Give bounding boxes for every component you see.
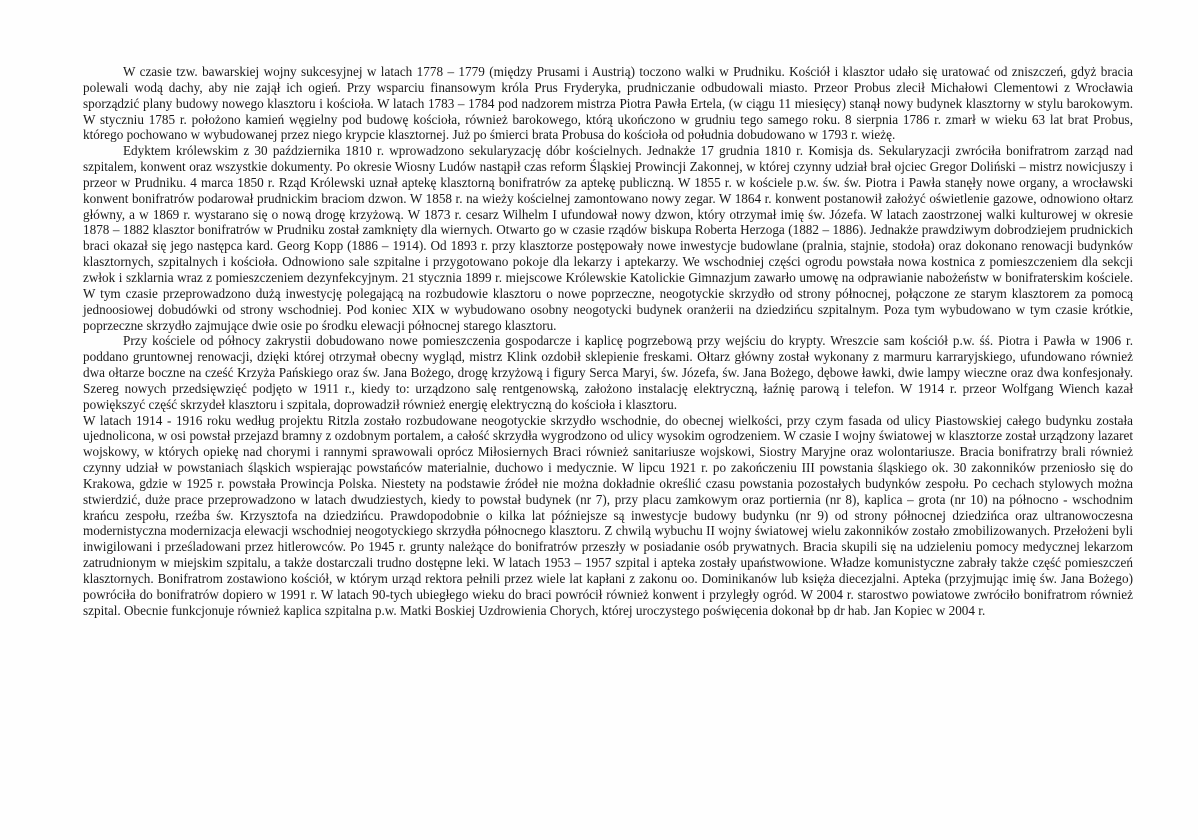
paragraph-secularization: Edyktem królewskim z 30 października 1810 r. wprowadzono sekularyzację dóbr kościelnych. Jednakże 17 grudnia 1810 r. Komisja ds. Sekularyzacji zwróciła bonifratrom zarząd nad szpitalem, konwent oraz wszystkie dokumenty. Po okresie Wiosny Ludów nastąpił czas reform Śląskiej Prowincji Zakonnej, w której czynny udział brał ojciec Gregor Doliński – mistrz nowicjuszy i przeor w Prudniku. 4 marca 1850 r. Rząd Królewski uznał aptekę klasztorną bonifratrów za aptekę publiczną. W 1855 r. w kościele p.w. św. św. Piotra i Pawła stanęły nowe organy, a wrocławski konwent bonifratrów podarował prudnickim braciom dzwon. W 1858 r. na wieży kościelnej zamontowano nowy zegar. W 1864 r. konwent postanowił założyć oświetlenie gazowe, odnowiono ołtarz główny, a w 1869 r. wystarano się o nową drogę krzyżową. W 1873 r. cesarz Wilhelm I ufundował nowy dzwon, który otrzymał imię św. Józefa. W latach zaostrzonej walki kulturowej w okresie 1878 – 1882 klasztor bonifratrów w Prudniku został zamknięty dla wiernych. Otwarto go w czasie rządów biskupa Roberta Herzoga (1882 – 1886). Jednakże prawdziwym dobrodziejem prudnickich braci okazał się jego następca kard. Georg Kopp (1886 – 1914). Od 1893 r. przy klasztorze postępowały nowe inwestycje budowlane (pralnia, stajnie, stodoła) oraz dokonano renowacji budynków klasztornych, szpitalnych i kościoła. Odnowiono sale szpitalne i przygotowano pokoje dla lekarzy i aptekarzy. We wschodniej części ogrodu powstała nowa kostnica z pomieszczeniem dla sekcji zwłok i szklarnia wraz z pomieszczeniem dezynfekcyjnym. 21 stycznia 1899 r. miejscowe Królewskie Katolickie Gimnazjum zawarło umowę na odprawianie nabożeństw w bonifraterskim kościele. W tym czasie przeprowadzono dużą inwestycję polegającą na rozbudowie klasztoru o nowe poprzeczne, neogotyckie skrzydło od strony północnej, połączone ze starym klasztorem za pomocą jednoosiowej dobudówki od strony wschodniej. Pod koniec XIX w wybudowano osobny neogotycki budynek oranżerii na dziedzińcu szpitalnym. Poza tym wybudowano w tym czasie krótkie, poprzeczne skrzydło zajmujące dwie osie po środku elewacji północnej starego klasztoru.: [83, 143, 1133, 333]
document-body: [83, 64, 1133, 619]
paragraph-bavarian-war: W czasie tzw. bawarskiej wojny sukcesyjnej w latach 1778 – 1779 (między Prusami i Austrią) toczono walki w Prudniku. Kościół i klasztor udało się uratować od zniszczeń, gdyż bracia polewali wodą dachy, aby nie zajął ich ogień. Przy wsparciu finansowym króla Prus Fryderyka, prudniczanie odbudowali miasto. Przeor Probus zlecił Michałowi Clementowi z Wrocławia sporządzić plany budowy nowego klasztoru i kościoła. W latach 1783 – 1784 pod nadzorem mistrza Piotra Pawła Ertela, (w ciągu 11 miesięcy) stanął nowy budynek klasztorny w stylu barokowym. W styczniu 1785 r. położono kamień węgielny pod budowę kościoła, również barokowego, którą ukończono w grudniu tego samego roku. 8 sierpnia 1786 r. zmarł w wieku 63 lat brat Probus, którego pochowano w wybudowanej przez niego krypcie klasztornej. Już po śmierci brata Probusa do kościoła od południa dobudowano w 1793 r. wieżę.: [83, 64, 1133, 143]
paragraph-church-renovation: Przy kościele od północy zakrystii dobudowano nowe pomieszczenia gospodarcze i kaplicę pogrzebową przy wejściu do krypty. Wreszcie sam kościół p.w. śś. Piotra i Pawła w 1906 r. poddano gruntownej renowacji, dzięki której otrzymał obecny wygląd, mistrz Klink ozdobił sklepienie freskami. Ołtarz główny został wykonany z marmuru karraryjskiego, ufundowano również dwa ołtarze boczne na cześć Krzyża Pańskiego oraz św. Jana Bożego, drogę krzyżową i figury Serca Maryi, św. Józefa, św. Jana Bożego, dębowe ławki, dwie lampy wieczne oraz dwa konfesjonały. Szereg nowych przedsięwzięć podjęto w 1911 r., kiedy to: urządzono salę rentgenowską, założono instalację elektryczną, łaźnię parową i telefon. W 1914 r. przeor Wolfgang Wiench kazał powiększyć część skrzydeł klasztoru i szpitala, doprowadził również energię elektryczną do kościoła i klasztoru.: [83, 333, 1133, 412]
paragraph-twentieth-century: W latach 1914 - 1916 roku według projektu Ritzla zostało rozbudowane neogotyckie skrzydło wschodnie, do obecnej wielkości, przy czym fasada od ulicy Piastowskiej całego budynku została ujednolicona, w osi powstał przejazd bramny z ozdobnym portalem, a całość skrzydła wygrodzono od ulicy wysokim ogrodzeniem. W czasie I wojny światowej w klasztorze został urządzony lazaret wojskowy, w których opiekę nad chorymi i rannymi sprawowali oprócz Miłosiernych Braci również sanitariusze wojskowi, Siostry Maryjne oraz wolontariusze. Bracia bonifratrzy brali również czynny udział w powstaniach śląskich wspierając powstańców materialnie, duchowo i medycznie. W lipcu 1921 r. po zakończeniu III powstania śląskiego ok. 30 zakonników przeniosło się do Krakowa, gdzie w 1925 r. powstała Prowincja Polska. Niestety na podstawie źródeł nie można dokładnie określić czasu powstania pozostałych budynków zespołu. Po cechach stylowych można stwierdzić, duże prace przeprowadzono w latach dwudziestych, kiedy to powstał budynek (nr 7), przy placu zamkowym oraz portiernia (nr 8), kaplica – grota (nr 10) na północno - wschodnim krańcu zespołu, rzeźba św. Krzysztofa na dziedzińcu. Prawdopodobnie o kilka lat późniejsze są inwestycje budowy budynku (nr 9) od strony północnej dziedzińca oraz ultranowoczesna modernistyczna modernizacja elewacji wschodniej neogotyckiego skrzydła północnego klasztoru. Z chwilą wybuchu II wojny światowej wielu zakonników zostało zmobilizowanych. Przełożeni byli inwigilowani i prześladowani przez hitlerowców. Po 1945 r. grunty należące do bonifratrów przeszły w posiadanie osób prywatnych. Bracia skupili się na udzieleniu pomocy medycznej lekarzom zatrudnionym w miejskim szpitalu, a także dostarczali trudno dostępne leki. W latach 1953 – 1957 szpital i apteka zostały upaństwowione. Władze komunistyczne zabrały także część pomieszczeń klasztornych. Bonifratrom zostawiono kościół, w którym urząd rektora pełnili przez wiele lat kapłani z zakonu oo. Dominikanów lub księża diecezjalni. Apteka (przyjmując imię św. Jana Bożego) powróciła do bonifratrów dopiero w 1991 r. W latach 90-tych ubiegłego wieku do braci powrócił również konwent i przyległy ogród. W 2004 r. starostwo powiatowe zwróciło bonifratrom również szpital. Obecnie funkcjonuje również kaplica szpitalna p.w. Matki Boskiej Uzdrowienia Chorych, której uroczystego poświęcenia dokonał bp dr hab. Jan Kopiec w 2004 r.: [83, 412, 1133, 618]
